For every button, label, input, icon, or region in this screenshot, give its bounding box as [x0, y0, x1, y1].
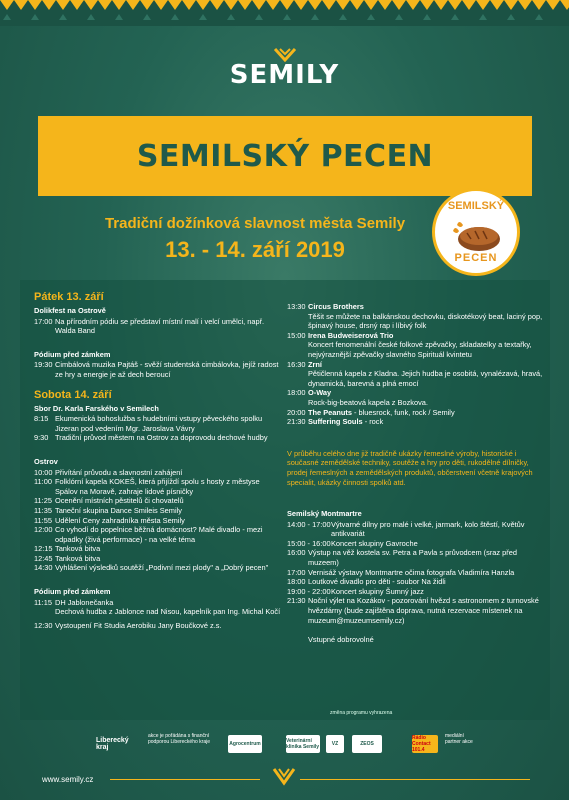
footer-chevron-icon — [272, 767, 296, 787]
program-item: 21:30 Suffering Souls - rock — [287, 417, 384, 427]
program-item: Dechová hudba z Jablonce nad Nisou, kapelník pan Ing. Michal Kočí — [55, 607, 281, 617]
footer-website-link[interactable]: www.semily.cz — [42, 775, 94, 784]
program-item-desc: Pětičlenná kapela z Kladna. Jejich hudba je osobitá, vynalézavá, hravá, dynamická, barevná a plná emocí — [308, 369, 543, 388]
event-dates: 13. - 14. září 2019 — [165, 237, 345, 262]
semily-logo — [0, 48, 569, 90]
saturday-heading: Sobota 14. září — [34, 388, 112, 401]
footer-line-right — [300, 779, 530, 780]
media-partner-note: mediální partner akce — [445, 733, 473, 745]
program-item: 14:00 - 17:00 Výtvarné dílny pro malé i velké, jarmark, kolo štěstí, Květův antikvariát — [287, 519, 525, 539]
program-right-column — [287, 302, 549, 645]
radio-contact-logo: Rádio Contact 101.4 — [412, 735, 438, 753]
badge-top-text: SEMILSKÝ — [447, 200, 505, 212]
program-left-column — [34, 290, 284, 630]
badge-bottom-text: PECEN — [454, 252, 498, 264]
program-item: 12:00 Co vyhodí do popelnice běžná domácnost? Malé divadlo - mezi odpadky (živá performace) - na velké téma — [34, 525, 263, 544]
program-item: 16:00 Výstup na věž kostela sv. Petra a Pavla s průvodcem (sraz před muzeem) — [287, 548, 517, 568]
event-title: SEMILSKÝ PECEN — [136, 138, 434, 174]
title-banner — [38, 116, 532, 196]
program-item: 14:30 Vyhlášení výsledků soutěží „Podivní mezi plody" a „Dobrý pecen" — [34, 563, 269, 573]
program-item: 17:00 Na přírodním pódiu se představí místní malí i velcí umělci, např. Walda Band — [34, 316, 265, 336]
program-item: 20:00 The Peanuts - bluesrock, funk, rock / Semily — [287, 407, 455, 417]
program-item: 19:30 Cimbálová muzika Pajtáš - svěží studentská cimbálovka, jejíž radost ze hry a energie je až dech beroucí — [34, 360, 279, 379]
program-item-desc: Těšit se můžete na balkánskou dechovku, diskotékový beat, laciný pop, špinavý house, drsný rap i líbivý folk — [308, 311, 543, 331]
program-item: 18:00 O-Way — [287, 388, 332, 398]
program-item: 18:00 Loutkové divadlo pro děti - soubor Na židli — [287, 577, 446, 587]
program-item-desc: Koncert fenomenální české folkové zpěvačky, skladatelky a textařky, nejvýraznější zpěvačky slavného Spirituál kvintetu — [308, 340, 532, 359]
program-item: 11:55 Udělení Ceny zahradníka města Semily — [34, 515, 185, 525]
program-item: 15:00 Irena Budweiserová Trio — [287, 330, 394, 340]
venue-heading: Semilský Montmartre — [287, 509, 362, 519]
logo-text: SEMILY — [229, 60, 340, 90]
program-item: 11:00 Folklórní kapela KOKEŠ, která přijíždí spolu s hosty z městyse Spálov na Moravě, zahraje lidové písničky — [34, 477, 260, 496]
program-item: 11:25 Ocenění místních pěstitelů či chovatelů — [34, 496, 184, 506]
program-item: 11:35 Taneční skupina Dance Smileis Semily — [34, 505, 182, 515]
program-item: 12:45 Tanková bitva — [34, 553, 101, 563]
veterinarni-klinika-logo: Veterinární klinika Semily — [286, 735, 320, 753]
program-item: 8:15 Ekumenická bohoslužba s hudebními vstupy pěveckého spolku Jizeran pod vedením Mgr. Jaroslava Vávry — [34, 414, 263, 433]
program-item: 11:15 DH Jablonečanka — [34, 597, 114, 607]
program-item: 21:30 Noční výlet na Kozákov - pozorování hvězd s astronomem z turnovské hvězdárny (bude zajištěna doprava, nutná rezervace místenek na muzeum@muzeumsemily.cz) — [287, 596, 539, 625]
pecen-badge — [432, 188, 520, 276]
program-item: 15:00 - 16:00 Koncert skupiny Gavroche — [287, 538, 418, 548]
venue-heading: Dolikfest na Ostrově — [34, 306, 106, 315]
venue-heading: Ostrov — [34, 456, 58, 466]
free-entry: Vstupné dobrovolné — [308, 635, 374, 645]
program-item: 12:30 Vystoupení Fit Studia Aerobiku Jany Boučkové z.s. — [34, 620, 222, 630]
zeos-logo: ZEOS — [352, 735, 382, 753]
venue-heading: Sbor Dr. Karla Farského v Semilech — [34, 403, 159, 413]
sponsor-note: akce je pořádána s finanční podporou Libereckého kraje — [148, 733, 210, 745]
sponsor-bar — [0, 725, 569, 761]
folk-pattern-border — [0, 0, 569, 26]
program-item-desc: Rock-big-beatová kapela z Bozkova. — [308, 397, 428, 407]
program-item: 12:15 Tanková bitva — [34, 544, 101, 554]
program-change-note: změna programu vyhrazena — [330, 710, 393, 716]
program-item: 16:30 Zrní — [287, 359, 322, 369]
logo-chevron-icon — [274, 48, 296, 62]
bread-icon — [449, 217, 503, 253]
all-day-note: V průběhu celého dne již tradičně ukázky řemeslné výroby, historické i současné zemědělské techniky, soutěže a hry pro děti, rukodělné dílničky, prodej řemeslných a zemědělských produktů, občerstvení včetně krajových specialit, ukázky činnosti spolků atd. — [287, 448, 533, 487]
program-item: 9:30 Tradiční průvod městem na Ostrov za doprovodu dechové hudby — [34, 433, 268, 443]
program-item: 10:00 Přivítání průvodu a slavnostní zahájení — [34, 467, 183, 477]
friday-heading: Pátek 13. září — [34, 291, 104, 303]
liberecky-kraj-logo: Liberecký kraj — [96, 737, 129, 751]
program-item: 19:00 - 22:00 Koncert skupiny Šumný jazz — [287, 586, 424, 596]
venue-heading: Pódium před zámkem — [34, 587, 111, 597]
footer-line-left — [110, 779, 260, 780]
event-subtitle: Tradiční dožínková slavnost města Semily — [104, 215, 406, 232]
program-item: 13:30 Circus Brothers — [287, 302, 364, 311]
venue-heading: Pódium před zámkem — [34, 349, 111, 359]
agrocentrum-logo: Agrocentrum — [228, 735, 262, 753]
vz-logo: VZ — [326, 735, 344, 753]
program-item: 17:00 Vernisáž výstavy Montmartre očima fotografa Vladimíra Hanzla — [287, 567, 515, 577]
